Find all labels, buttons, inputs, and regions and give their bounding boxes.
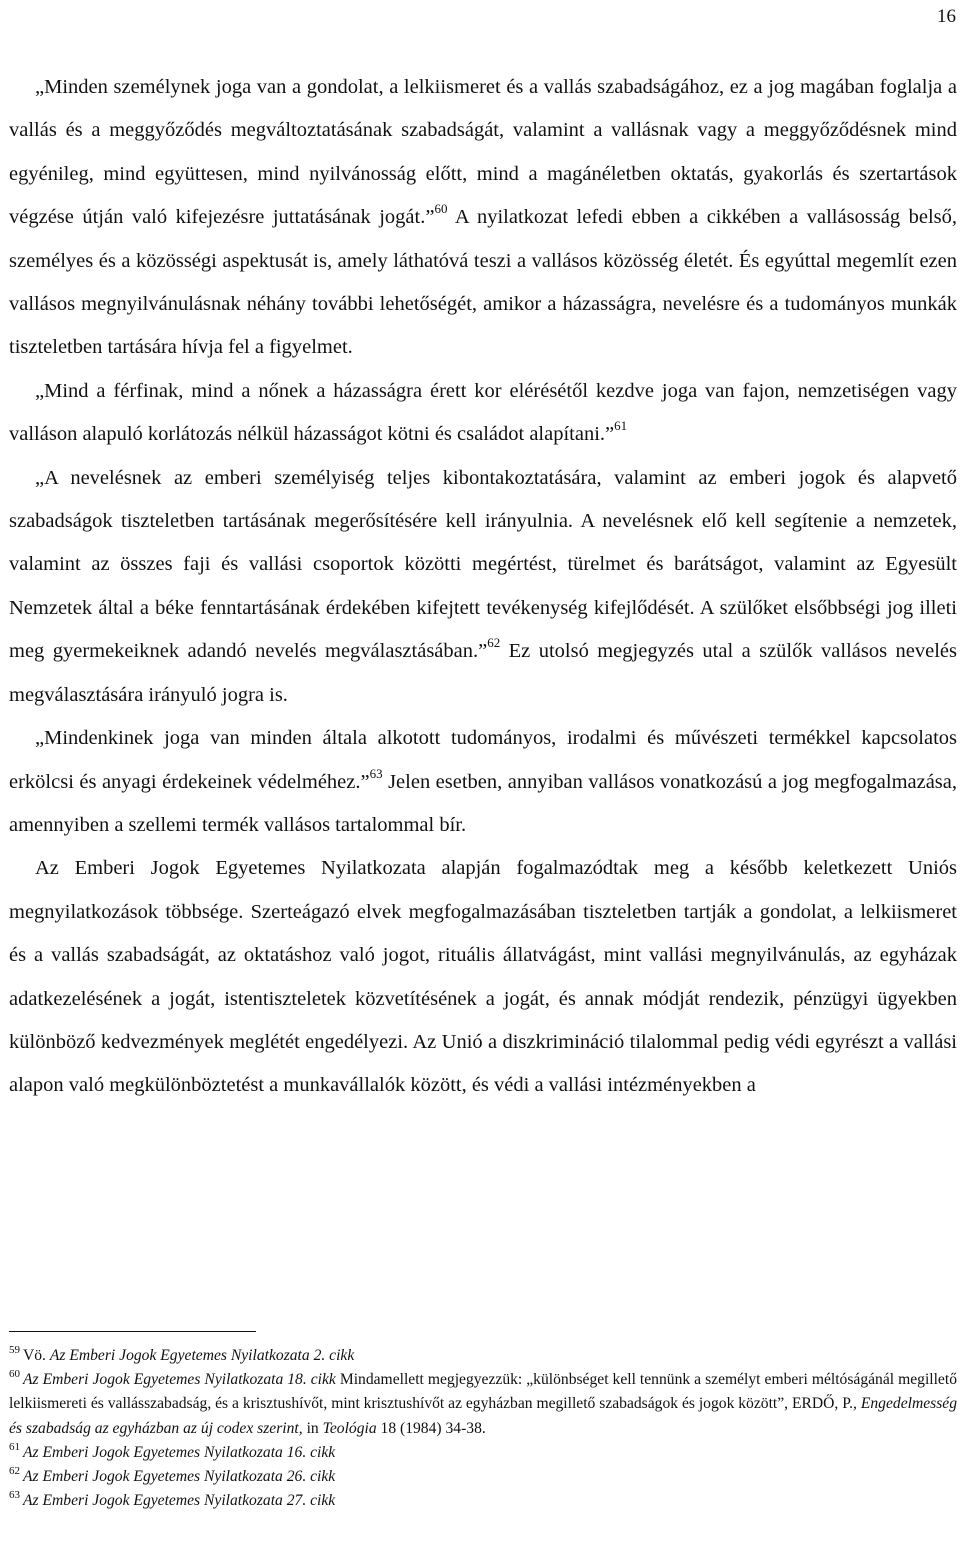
footnote-citation: Az Emberi Jogok Egyetemes Nyilatkozata 18. cikk	[23, 1371, 336, 1389]
paragraph-4-quote: „Mindenkinek joga van minden általa alkotott tudományos, irodalmi és művészeti termékkel kapcsolatos erkölcsi és anyagi érdekeinek védelméhez.”	[9, 727, 957, 793]
footnote-62	[9, 1465, 957, 1489]
main-text	[9, 66, 957, 1108]
paragraph-1-rest: A nyilatkozat lefedi ebben a cikkében a vallásosság belső, személyes és a közösségi aspektusát is, amely láthatóvá teszi a vallásos közösség életét. És egyúttal megemlít ezen vallásos megnyilvánulásnak néhány további lehetőségét, amikor a házasságra, nevelésre és a tudományos munkák tiszteletben tartására hívja fel a figyelmet.	[9, 206, 958, 359]
paragraph-1	[9, 66, 957, 370]
footnote-number: 61	[9, 1440, 20, 1453]
footnote-citation: Az Emberi Jogok Egyetemes Nyilatkozata 2. cikk	[49, 1347, 355, 1364]
paragraph-4-rest: Jelen esetben, annyiban vallásos vonatkozású a jog megfogalmazása, amennyiben a szellemi termék vallásos tartalommal bír.	[9, 770, 958, 836]
paragraph-5: Az Emberi Jogok Egyetemes Nyilatkozata alapján fogalmazódtak meg a később keletkezett Uniós megnyilatkozások többsége. Szerteágazó elvek megfogalmazásában tiszteletben tartják a gondolat, a lelkiismeret és a vallás szabadságát, az oktatáshoz való jogot, rituális állatvágást, mint vallási megnyilvánulás, az egyházak adatkezelésének a jogát, istentiszteletek közvetítésének a jogát, és annak módját rendezik, pénzügyi ügyekben különböző kedvezmények meglétét engedélyezi. Az Unió a diszkrimináció tilalommal pedig védi egyrészt a vallási alapon való megkülönböztetést a munkavállalók között, és védi a vallási intézményekben a	[9, 857, 957, 1097]
footnote-ref-60[interactable]: 60	[434, 201, 448, 217]
footnote-number: 63	[9, 1489, 20, 1502]
footnote-ref-62[interactable]: 62	[487, 635, 501, 651]
footnote-journal-title: Teológia	[322, 1419, 377, 1437]
footnote-ref-63[interactable]: 63	[369, 765, 383, 781]
footnote-text: Mindamellett megjegyezzük: „különbséget kell tennünk a személyt emberi méltóságánál megillető lelkiismereti és vallásszabadság, és a krisztushívőt, mint krisztushívőt az egyházban megillető szabadságok és jogok között”, ERDŐ, P.,	[9, 1371, 957, 1413]
paragraph-2	[9, 370, 957, 457]
paragraph-2-quote: „Mind a férfinak, mind a nőnek a házasságra érett kor elérésétől kezdve joga van fajon, nemzetiségen vagy valláson alapuló korlátozás nélkül házasságot kötni és családot alapítani.”	[9, 379, 957, 446]
footnote-59	[9, 1344, 957, 1368]
footnote-citation: Az Emberi Jogok Egyetemes Nyilatkozata 16. cikk	[23, 1443, 336, 1461]
footnote-number: 62	[9, 1465, 20, 1478]
paragraph-1-quote: „Minden személynek joga van a gondolat, a lelkiismeret és a vallás szabadságához, ez a jog magában foglalja a vallás és a meggyőződés megváltoztatásának szabadságát, valamint a vallásnak vagy a meggyőződésnek mind egyénileg, mind együttesen, mind nyilvánosság előtt, mind a magánéletben oktatás, gyakorlás és szertartások végzése útján való kifejezésre juttatásának jogát.”	[9, 76, 957, 229]
footnote-ref-61[interactable]: 61	[614, 418, 628, 434]
footnote-60	[9, 1368, 957, 1441]
footnote-text: in	[302, 1419, 323, 1437]
footnote-text: Vö.	[23, 1347, 50, 1364]
footnote-number: 59	[9, 1344, 20, 1356]
footnote-citation: Az Emberi Jogok Egyetemes Nyilatkozata 26. cikk	[23, 1468, 336, 1486]
footnote-separator	[9, 1331, 256, 1332]
footnote-63	[9, 1489, 957, 1513]
paragraph-3	[9, 457, 957, 717]
footnote-citation: Az Emberi Jogok Egyetemes Nyilatkozata 27. cikk	[23, 1492, 336, 1510]
footnote-number: 60	[9, 1368, 20, 1381]
footnote-text: 18 (1984) 34-38.	[376, 1419, 486, 1437]
footnote-61	[9, 1441, 957, 1465]
paragraph-3-rest: Ez utolsó megjegyzés utal a szülők vallásos nevelés megválasztására irányuló jogra is.	[9, 640, 957, 706]
footnote-book-title: Engedelmesség és szabadság az egyházban az új codex szerint,	[9, 1395, 957, 1437]
footnotes	[9, 1344, 957, 1513]
paragraph-3-quote: „A nevelésnek az emberi személyiség teljes kibontakoztatására, valamint az emberi jogok és alapvető szabadságok tiszteletben tartásának megerősítésére kell irányulnia. A nevelésnek elő kell segítenie a nemzetek, valamint az összes faji és vallási csoportok közötti megértést, türelmet és barátságot, valamint az Egyesült Nemzetek által a béke fenntartásának érdekében kifejtett tevékenység kifejlődését. A szülőket elsőbbségi jog illeti meg gyermekeiknek adandó nevelés megválasztásában.”	[9, 466, 957, 663]
page-number: 16	[937, 6, 956, 27]
paragraph-4	[9, 717, 957, 847]
